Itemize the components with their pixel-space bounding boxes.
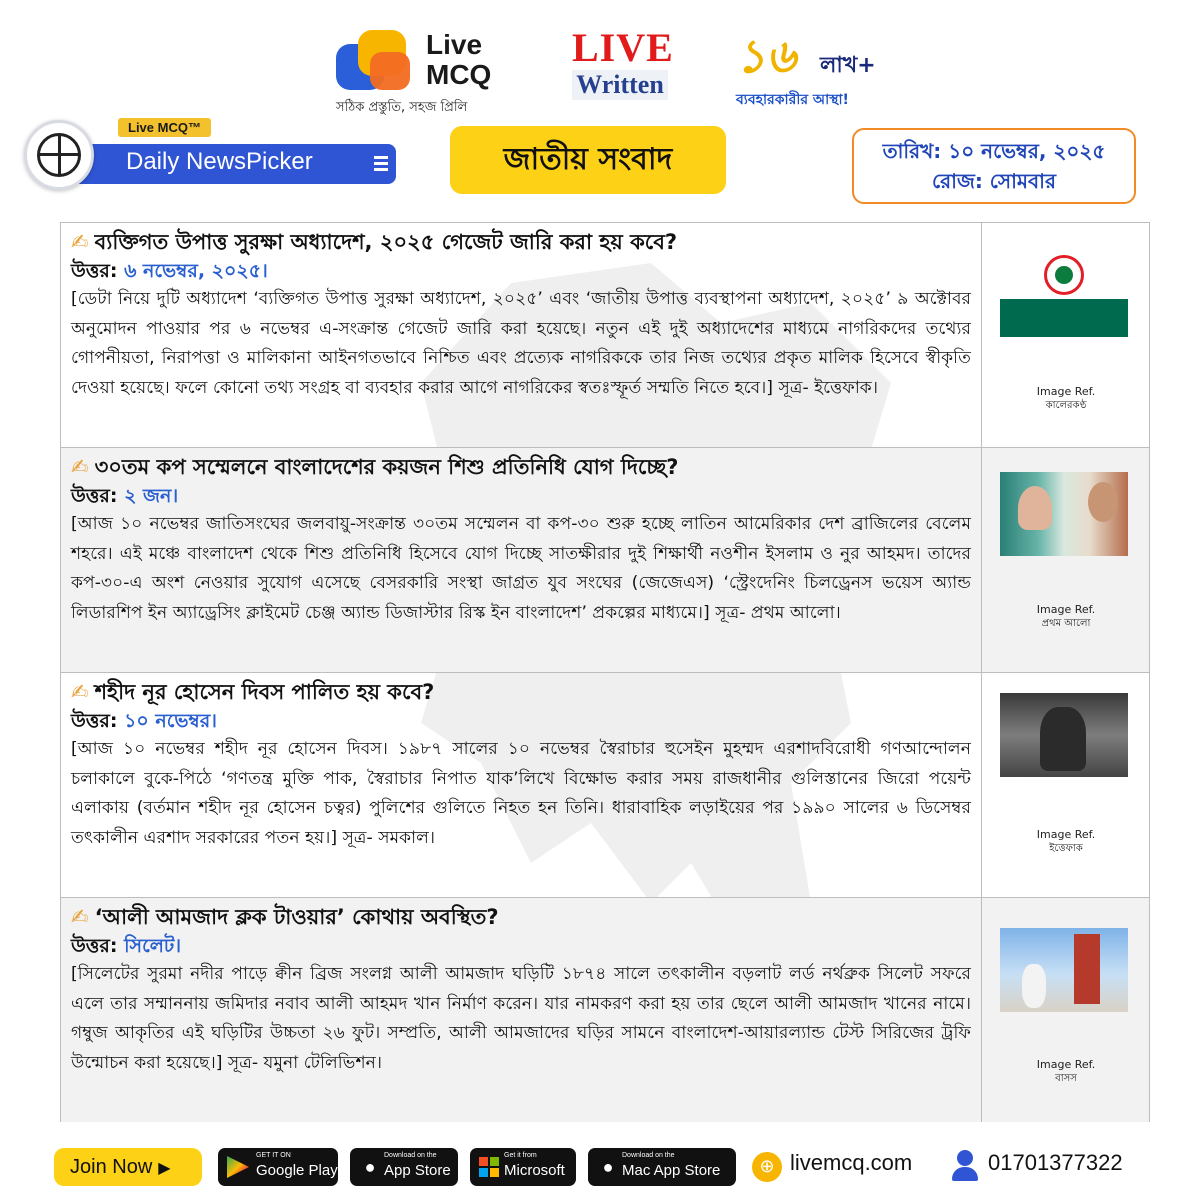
image-ref: Image Ref. কালেরকণ্ঠ (1036, 385, 1096, 411)
explanation: [আজ ১০ নভেম্বর জাতিসংঘের জলবায়ু-সংক্রান্ত ৩০তম সম্মেলন বা কপ-৩০ শুরু হচ্ছে লাতিন আমেরিকার দেশ ব্রাজিলের বেলেম শহরে। এই মঞ্চে বাংলাদেশ থেকে শিশু প্রতিনিধি হিসেবে যোগ দিচ্ছে সাতক্ষীরার দুই শিক্ষার্থী নওশীন ইসলাম ও নুর আহমদ। তাদের কপ-৩০-এ অংশ নেওয়ার সুযোগ এসেছে বেসরকারি সংস্থা জাগ্রত যুব সংঘের (জেজেএস) ‘স্ট্রেংদেনিং চিলড্রেনস ভয়েস অ্যান্ড লিডারশিপ ইন অ্যাড্রেসিং ক্লাইমেট চেঞ্জ অ্যান্ড ডিজাস্টার রিস্ক ইন বাংলাদেশ’ প্রকল্পের মাধ্যমে।] সূত্র- প্রথম আলো। (71, 514, 971, 623)
qa-text (71, 452, 971, 628)
globe-icon (24, 120, 94, 190)
writing-hand-icon: ✍ (71, 905, 89, 929)
question: ✍ ৩০তম কপ সম্মেলনে বাংলাদেশের কয়জন শিশু প্রতিনিধি যোগ দিচ্ছে? (71, 455, 679, 479)
support-person-icon (950, 1150, 980, 1182)
qa-text (71, 677, 971, 853)
microsoft-store-badge[interactable]: Get it from Microsoft (470, 1148, 576, 1186)
google-play-badge[interactable]: GET IT ON Google Play (218, 1148, 338, 1186)
bangladesh-government-flag-image (1000, 253, 1128, 337)
image-ref-cell (981, 898, 1149, 1122)
livemcq-tagline: সঠিক প্রস্তুতি, সহজ প্রিলি (336, 100, 468, 115)
written-label: Written (572, 70, 668, 100)
answer: উত্তর: সিলেট। (71, 935, 182, 957)
menu-lines-icon (374, 156, 388, 174)
explanation: [সিলেটের সুরমা নদীর পাড়ে ক্বীন ব্রিজ সংলগ্ন আলী আমজাদ ঘড়িটি ১৮৭৪ সালে তৎকালীন বড়লাট লর্ড নর্থব্রুক সিলেট সফরে এলে তার সম্মাননায় জমিদার নবাব আলী আহমদ খান নির্মাণ করেন। যার নামকরণ করা হয় তার ছেলে আলী আমজাদ খানের নামে। গম্বুজ আকৃতির এই ঘড়িটির উচ্চতা ২৬ ফুট। সম্প্রতি, আলী আমজাদের ঘড়ির সামনে বাংলাদেশ-আয়ারল্যান্ড টেস্ট সিরিজের ট্রফি উন্মোচন করা হয়েছে।] সূত্র- যমুনা টেলিভিশন। (71, 964, 971, 1073)
answer: উত্তর: ১০ নভেম্বর। (71, 710, 217, 732)
writing-hand-icon: ✍ (71, 680, 89, 704)
join-now-button[interactable]: Join Now ▶ (54, 1148, 202, 1186)
header-logos (0, 22, 1200, 115)
users-suffix: লাখ+ (820, 53, 876, 78)
clock-tower-photo (1000, 928, 1128, 1012)
app-store-badge[interactable]: ● Download on the App Store (350, 1148, 458, 1186)
nur-hossain-photo (1000, 693, 1128, 777)
newspicker-trademark: Live MCQ™ (118, 118, 211, 137)
question: ✍ ‘আলী আমজাদ ক্লক টাওয়ার’ কোথায় অবস্থিত? (71, 905, 499, 929)
users-badge (736, 28, 906, 108)
livemcq-wordmark: Live MCQ (426, 29, 492, 90)
qa-text (71, 227, 971, 403)
livemcq-mark-icon (336, 30, 414, 92)
qa-table (60, 222, 1150, 1122)
section-title: জাতীয় সংবাদ (450, 126, 726, 194)
google-play-icon (227, 1156, 249, 1178)
play-arrow-icon: ▶ (158, 1160, 171, 1177)
apple-icon: ● (602, 1157, 614, 1177)
qa-text (71, 902, 971, 1078)
date-line: তারিখ: ১০ নভেম্বর, ২০২৫ (882, 139, 1106, 163)
qa-row (61, 448, 1149, 673)
image-ref: Image Ref. প্রথম আলো (1036, 603, 1096, 629)
apple-icon: ● (364, 1157, 376, 1177)
writing-hand-icon: ✍ (71, 230, 89, 254)
globe-icon: ⊕ (752, 1152, 782, 1182)
explanation: [ডেটা নিয়ে দুটি অধ্যাদেশ ‘ব্যক্তিগত উপাত্ত সুরক্ষা অধ্যাদেশ, ২০২৫’ এবং ‘জাতীয় উপাত্ত ব্যবস্থাপনা অধ্যাদেশ, ২০২৫’ ৯ অক্টোবর অনুমোদন পাওয়ার পর ৬ নভেম্বর এ-সংক্রান্ত গেজেট জারি করা হয়েছে। নতুন এই দুই অধ্যাদেশের মাধ্যমে নাগরিকদের তথ্যের গোপনীয়তা, নিরাপত্তা ও মালিকানা আইনগতভাবে নিশ্চিত এবং প্রত্যেক নাগরিককে তার নিজ তথ্যের প্রকৃত মালিক হিসেবে স্বীকৃতি দেওয়া হয়েছে। ফলে কোনো তথ্য সংগ্রহ বা ব্যবহার করার আগে নাগরিকের স্বতঃস্ফূর্ত সম্মতি নিতে হবে।] সূত্র- ইত্তেফাক। (71, 289, 971, 398)
question: ✍ শহীদ নূর হোসেন দিবস পালিত হয় কবে? (71, 680, 435, 704)
image-ref: Image Ref. বাসস (1036, 1058, 1096, 1084)
image-ref-cell (981, 223, 1149, 447)
newspicker-title: Daily NewsPicker (126, 148, 313, 175)
question: ✍ ব্যক্তিগত উপাত্ত সুরক্ষা অধ্যাদেশ, ২০২৫ গেজেট জারি করা হয় কবে? (71, 230, 678, 254)
image-ref-cell (981, 673, 1149, 897)
microsoft-icon (479, 1156, 501, 1178)
mac-app-store-badge[interactable]: ● Download on the Mac App Store (588, 1148, 736, 1186)
image-ref: Image Ref. ইত্তেফাক (1036, 828, 1096, 854)
daily-newspicker-badge (24, 118, 374, 192)
users-trust: ব্যবহারকারীর আস্থা! (736, 92, 849, 108)
date-box (852, 128, 1136, 204)
writing-hand-icon: ✍ (71, 455, 89, 479)
image-ref-cell (981, 448, 1149, 672)
qa-row (61, 898, 1149, 1122)
day-line: রোজ: সোমবার (932, 169, 1056, 193)
footer: Join Now ▶ GET IT ON Google Play ● Download on the App Store Get it from Microsoft ● Download on the Mac App Store ⊕ livemcq.com 01701377322 (0, 1144, 1200, 1192)
live-written-logo (572, 25, 674, 100)
users-number: ১৬ (736, 29, 796, 83)
livemcq-logo[interactable] (336, 30, 516, 120)
qa-row (61, 673, 1149, 898)
qa-row (61, 223, 1149, 448)
live-label: LIVE (572, 25, 674, 70)
explanation: [আজ ১০ নভেম্বর শহীদ নূর হোসেন দিবস। ১৯৮৭ সালের ১০ নভেম্বর স্বৈরাচার হুসেইন মুহম্মদ এরশাদবিরোধী গণআন্দোলন চলাকালে বুকে-পিঠে ‘গণতন্ত্র মুক্তি পাক, স্বৈরাচার নিপাত যাক’লিখে বিক্ষোভ করার সময় রাজধানীর গুলিস্তানের জিরো পয়েন্ট এলাকায় (বর্তমান শহীদ নূর হোসেন চত্বর) পুলিশের গুলিতে নিহত হন তিনি। ধারাবাহিক লড়াইয়ের পর ১৯৯০ সালের ৬ ডিসেম্বর তৎকালীন এরশাদ সরকারের পতন হয়।] সূত্র- সমকাল। (71, 739, 971, 848)
answer: উত্তর: ২ জন। (71, 485, 179, 507)
answer: উত্তর: ৬ নভেম্বর, ২০২৫। (71, 260, 268, 282)
newspicker-bar (78, 144, 396, 184)
cop30-delegates-photo (1000, 472, 1128, 556)
